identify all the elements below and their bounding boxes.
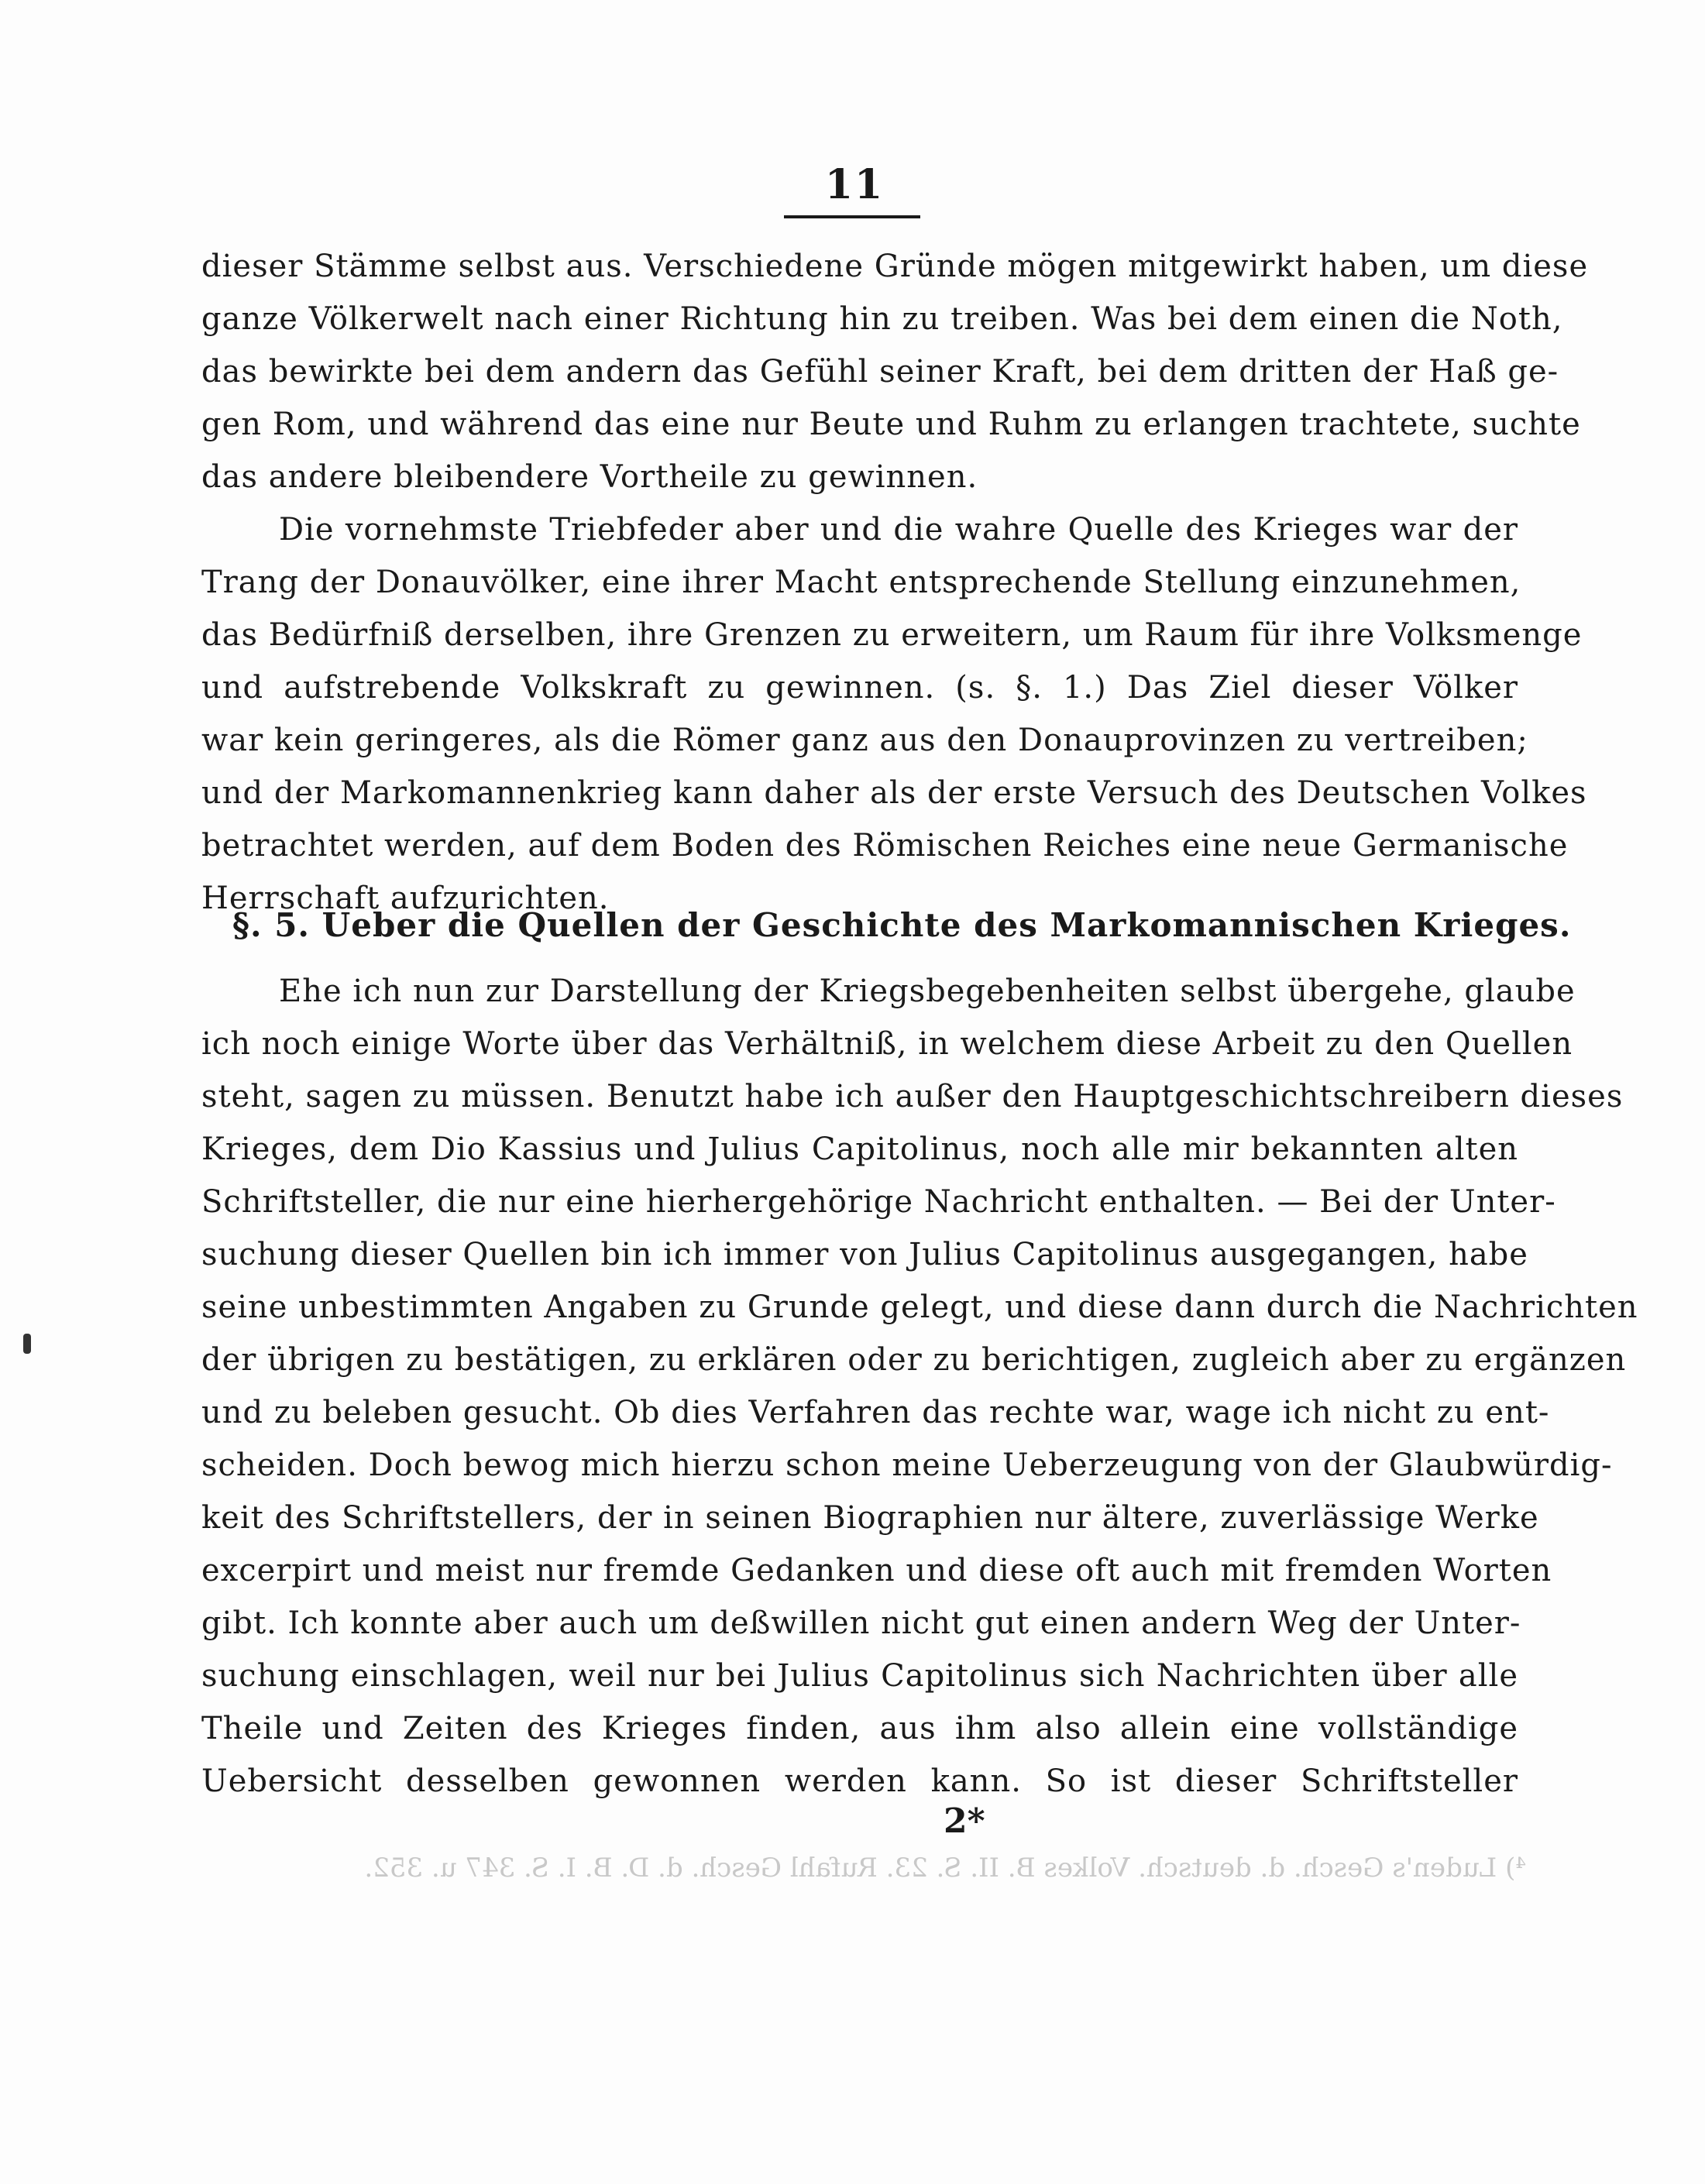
text-line: war kein geringeres, als die Römer ganz aus den Donauprovinzen zu vertreiben; [201, 723, 1528, 758]
text-line: suchung dieser Quellen bin ich immer von Julius Capitolinus ausgegangen, habe [201, 1237, 1528, 1272]
text-line: und der Markomannenkrieg kann daher als der erste Versuch des Deutschen Volkes [201, 775, 1587, 811]
text-line: ich noch einige Worte über das Verhältniß, in welchem diese Arbeit zu den Quellen [201, 1026, 1573, 1062]
text-line: und aufstrebende Volkskraft zu gewinnen. (s. §. 1.) Das Ziel dieser Völker [201, 670, 1518, 706]
text-line: das andere bleibendere Vortheile zu gewinnen. [201, 459, 978, 495]
text-line: und zu beleben gesucht. Ob dies Verfahren das rechte war, wage ich nicht zu ent- [201, 1395, 1550, 1430]
text-line: excerpirt und meist nur fremde Gedanken und diese oft auch mit fremden Worten [201, 1553, 1552, 1588]
text-line: dieser Stämme selbst aus. Verschiedene Gründe mögen mitgewirkt haben, um diese [201, 249, 1589, 284]
text-line: suchung einschlagen, weil nur bei Julius Capitolinus sich Nachrichten über alle [201, 1658, 1518, 1694]
bleed-through-text: ⁴) Luden's Gesch. d. deutsch. Volkes B. II. S. 23. Rufahl Gesch. d. D. B. I. S. 347 u. 352. [364, 1853, 1526, 1884]
text-line: Herrschaft aufzurichten. [201, 881, 610, 916]
text-line: gen Rom, und während das eine nur Beute und Ruhm zu erlangen trachtete, suchte [201, 407, 1581, 442]
text-line: Trang der Donauvölker, eine ihrer Macht entsprechende Stellung einzunehmen, [201, 565, 1521, 600]
text-line: Krieges, dem Dio Kassius und Julius Capitolinus, noch alle mir bekannten alten [201, 1131, 1518, 1167]
text-line: Theile und Zeiten des Krieges finden, aus ihm also allein eine vollständige [201, 1711, 1518, 1746]
text-line: Die vornehmste Triebfeder aber und die wahre Quelle des Krieges war der [279, 512, 1518, 548]
text-line: Schriftsteller, die nur eine hierhergehörige Nachricht enthalten. — Bei der Unter- [201, 1184, 1556, 1220]
page-number-rule [784, 215, 920, 218]
text-line: betrachtet werden, auf dem Boden des Römischen Reiches eine neue Germanische [201, 828, 1569, 864]
text-line: der übrigen zu bestätigen, zu erklären oder zu berichtigen, zugleich aber zu ergänzen [201, 1342, 1627, 1378]
text-line: das bewirkte bei dem andern das Gefühl seiner Kraft, bei dem dritten der Haß ge- [201, 354, 1559, 390]
text-line: steht, sagen zu müssen. Benutzt habe ich außer den Hauptgeschichtschreibern dieses [201, 1079, 1624, 1114]
text-line: keit des Schriftstellers, der in seinen Biographien nur ältere, zuverlässige Werke [201, 1500, 1539, 1536]
text-line: gibt. Ich konnte aber auch um deßwillen nicht gut einen andern Weg der Unter- [201, 1605, 1521, 1641]
text-line: seine unbestimmten Angaben zu Grunde gelegt, und diese dann durch die Nachrichten [201, 1289, 1638, 1325]
signature-mark: 2* [944, 1801, 985, 1841]
text-line: das Bedürfniß derselben, ihre Grenzen zu erweitern, um Raum für ihre Volksmenge [201, 617, 1583, 653]
margin-speck [23, 1334, 31, 1354]
text-line: Ehe ich nun zur Darstellung der Kriegsbegebenheiten selbst übergehe, glaube [279, 974, 1576, 1009]
text-line: Uebersicht desselben gewonnen werden kann. So ist dieser Schriftsteller [201, 1763, 1518, 1799]
text-line: ganze Völkerwelt nach einer Richtung hin zu treiben. Was bei dem einen die Noth, [201, 301, 1563, 337]
text-line: scheiden. Doch bewog mich hierzu schon meine Ueberzeugung von der Glaubwürdig- [201, 1447, 1613, 1483]
section-heading: §. 5. Ueber die Quellen der Geschichte des Markomannischen Krieges. [232, 906, 1572, 944]
page-number: 11 [824, 161, 885, 208]
